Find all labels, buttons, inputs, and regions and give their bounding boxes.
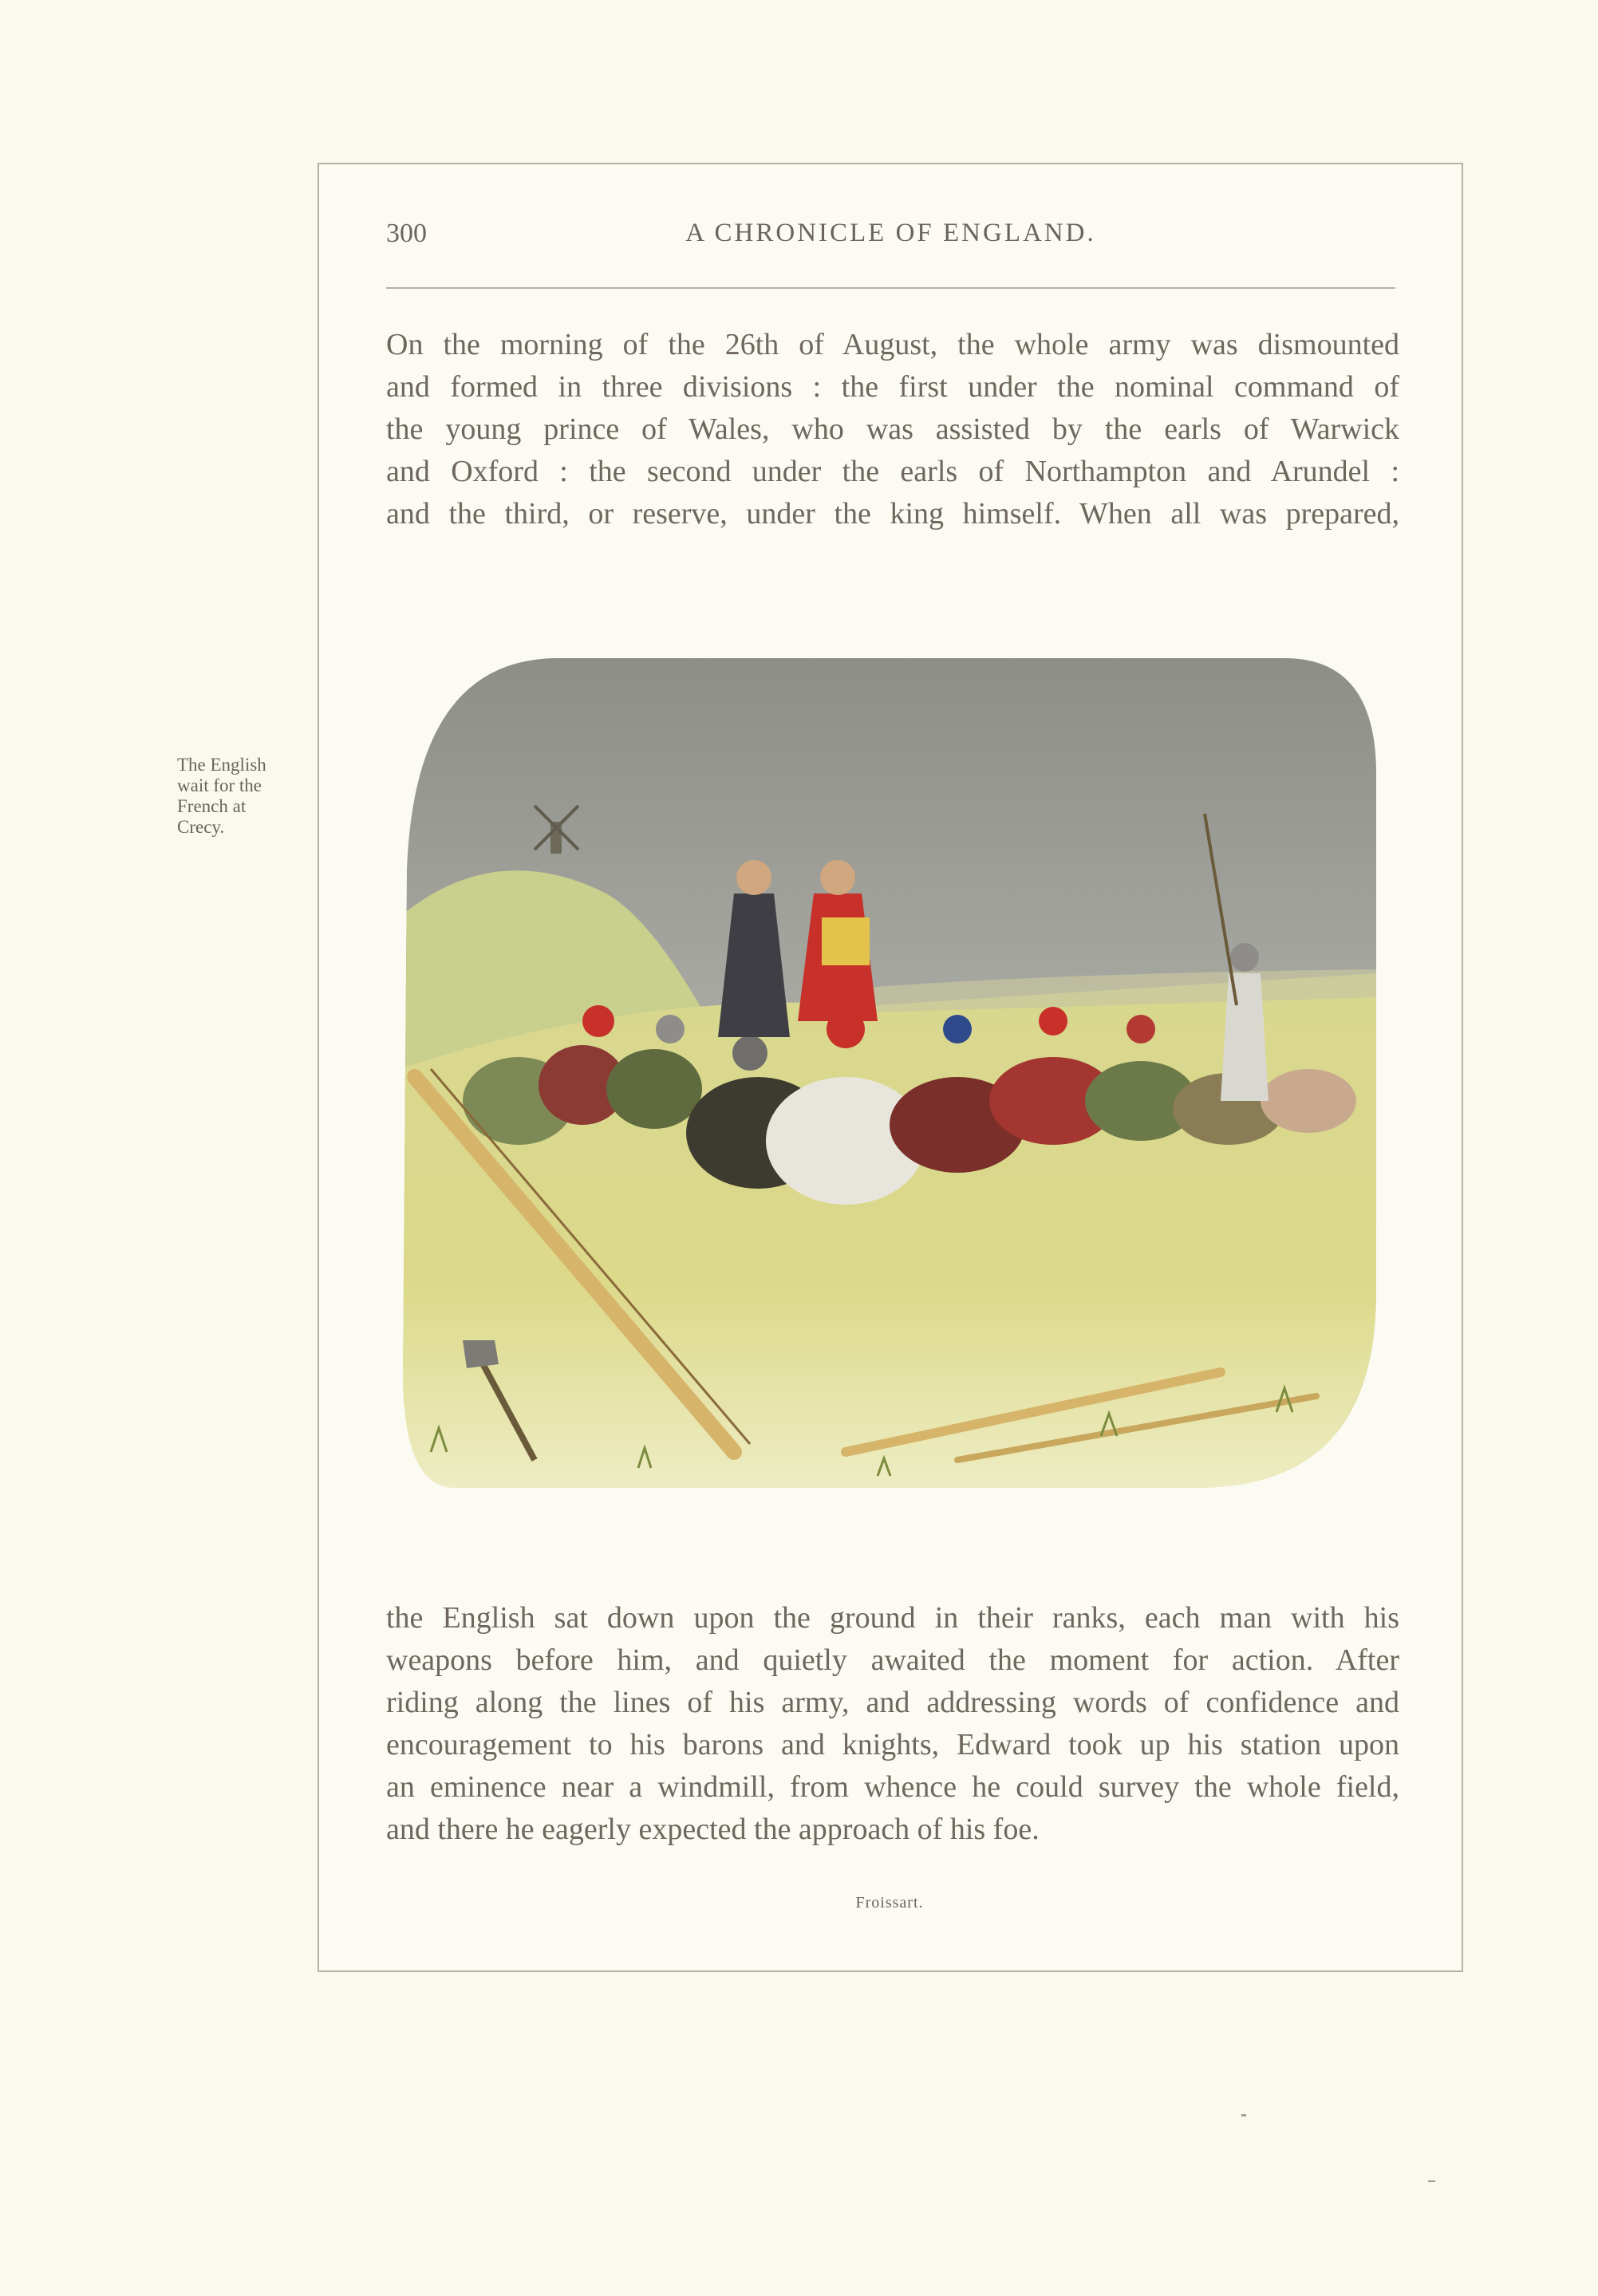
text-line: an eminence near a windmill, from whence he could survey the whole field, xyxy=(386,1770,1399,1804)
page-header xyxy=(386,215,1395,263)
margin-note xyxy=(177,755,313,838)
running-title: A CHRONICLE OF ENGLAND. xyxy=(685,219,1096,247)
paragraph-top xyxy=(386,324,1399,535)
margin-note-line: French at xyxy=(177,796,247,816)
text-line: On the morning of the 26th of August, the whole army was dismounted xyxy=(386,328,1399,361)
margin-note-line: Crecy. xyxy=(177,817,225,837)
text-line: the English sat down upon the ground in their ranks, each man with his xyxy=(386,1601,1399,1635)
paragraph-bottom xyxy=(386,1597,1399,1851)
text-line: weapons before him, and quietly awaited the moment for action. After xyxy=(386,1643,1399,1677)
text-line: and the third, or reserve, under the king himself. When all was prepared, xyxy=(386,497,1399,531)
text-line: encouragement to his barons and knights, Edward took up his station upon xyxy=(386,1728,1399,1761)
page-number: 300 xyxy=(386,219,427,248)
paper-speck xyxy=(1428,2180,1435,2182)
illustration-english-at-crecy xyxy=(399,654,1380,1492)
margin-note-line: wait for the xyxy=(177,775,262,795)
text-line: the young prince of Wales, who was assisted by the earls of Warwick xyxy=(386,412,1399,446)
header-rule xyxy=(386,287,1395,289)
paper-speck xyxy=(1241,2114,1246,2117)
text-line: and formed in three divisions : the first under the nominal command of xyxy=(386,370,1399,404)
text-line: riding along the lines of his army, and addressing words of confidence and xyxy=(386,1686,1399,1719)
source-caption: Froissart. xyxy=(855,1894,924,1911)
margin-note-line: The English xyxy=(177,755,266,775)
text-line: and there he eagerly expected the approach of his foe. xyxy=(386,1813,1040,1846)
text-line: and Oxford : the second under the earls of Northampton and Arundel : xyxy=(386,455,1399,488)
